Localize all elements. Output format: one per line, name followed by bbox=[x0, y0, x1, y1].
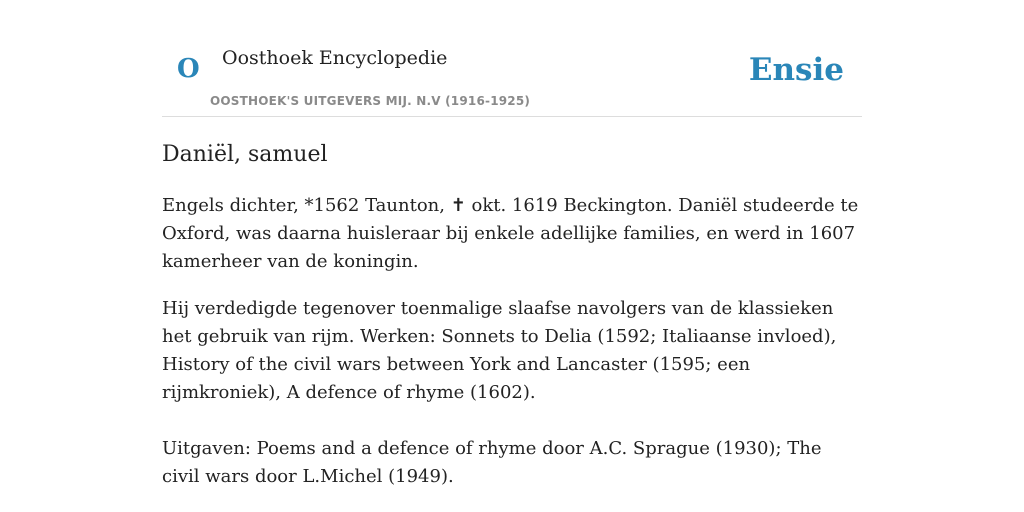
publisher-subtitle: OOSTHOEK'S UITGEVERS MIJ. N.V (1916-1925) bbox=[210, 94, 531, 108]
entry-title: Daniël, samuel bbox=[162, 142, 328, 167]
entry-paragraph: Engels dichter, *1562 Taunton, ✝ okt. 1619 Beckington. Daniël studeerde te Oxford, was daarna huisleraar bij enkele adellijke families, en werd in 1607 kamerheer van de koningin. bbox=[162, 195, 859, 272]
ensie-brand-link[interactable]: Ensie bbox=[748, 52, 844, 88]
entry-paragraph: Uitgaven: Poems and a defence of rhyme door A.C. Sprague (1930); The civil wars door L.Michel (1949). bbox=[162, 438, 822, 487]
encyclopedia-title[interactable]: Oosthoek Encyclopedie bbox=[222, 47, 448, 69]
site-logo[interactable]: O bbox=[177, 54, 200, 84]
entry-paragraph: Hij verdedigde tegenover toenmalige slaafse navolgers van de klassieken het gebruik van rijm. Werken: Sonnets to Delia (1592; Italiaanse invloed), History of the civil wars between York and Lancaster (1595; een rijmkroniek), A defence of rhyme (1602). bbox=[162, 298, 837, 403]
header bbox=[162, 0, 862, 117]
